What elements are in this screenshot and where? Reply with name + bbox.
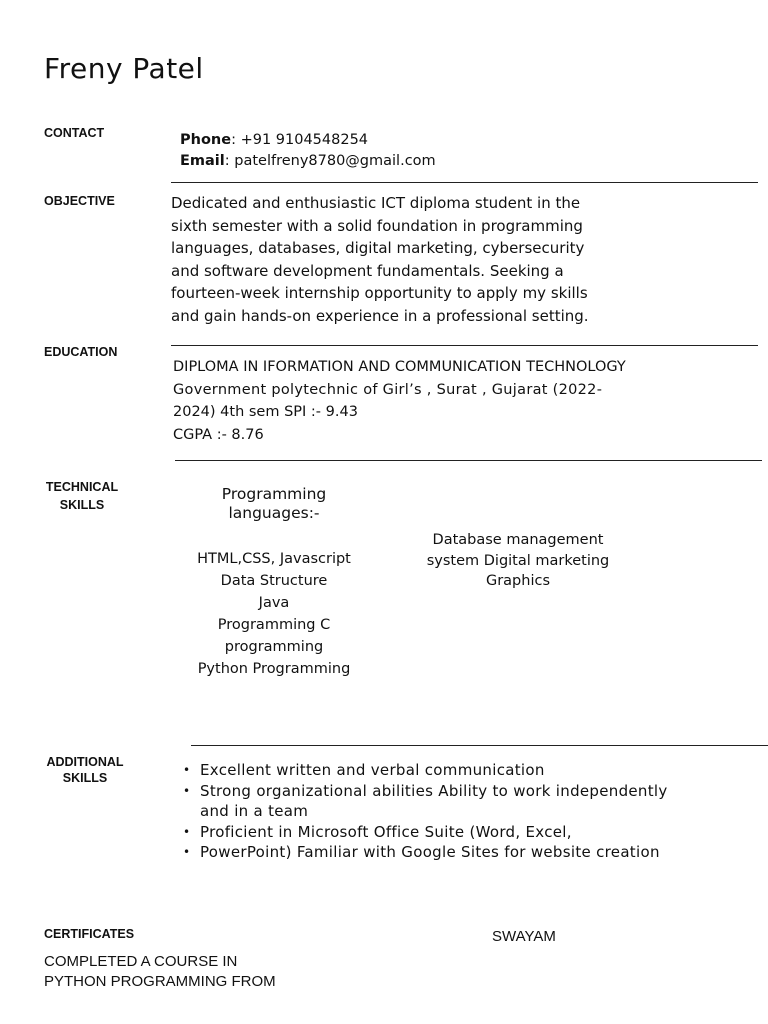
additional-skills-label-line1: ADDITIONAL — [46, 755, 124, 769]
skill-item: Java — [258, 595, 290, 611]
email-line — [180, 151, 436, 172]
objective-line: and software development fundamentals. Seeking a — [171, 261, 564, 280]
phone-label: Phone — [180, 132, 232, 148]
programming-languages-list — [174, 548, 374, 680]
phone-line — [180, 130, 368, 151]
list-item: • Excellent written and verbal communication — [183, 761, 545, 779]
education-line: DIPLOMA IN IFORMATION AND COMMUNICATION TECHNOLOGY — [173, 359, 626, 375]
skill-item: system Digital marketing — [426, 552, 610, 569]
skill-item: Python Programming — [197, 661, 351, 677]
heading-line1: Programming — [221, 485, 327, 503]
technical-skills-label-line2: SKILLS — [59, 498, 105, 512]
certificate-text — [44, 952, 276, 992]
education-line: 2024) 4th sem SPI :- 9.43 — [173, 404, 358, 420]
skill-item: Data Structure — [220, 573, 328, 589]
certificates-section-label: CERTIFICATES — [44, 927, 135, 941]
contact-section-label: CONTACT — [44, 126, 105, 140]
objective-text — [171, 192, 589, 327]
skill-item: programming — [224, 639, 324, 655]
certificate-line: COMPLETED A COURSE IN — [44, 953, 238, 970]
skill-item: Graphics — [485, 573, 551, 589]
divider-technical — [191, 745, 768, 746]
list-item: and in a team — [200, 802, 309, 820]
list-item: • Proficient in Microsoft Office Suite (Word, Excel, — [183, 822, 572, 841]
certificate-issuer: SWAYAM — [492, 928, 556, 945]
additional-skills-list — [174, 760, 754, 863]
technical-skills-section-label — [40, 478, 124, 514]
bullet-icon: • — [183, 763, 191, 777]
objective-line: fourteen-week internship opportunity to apply my skills — [171, 284, 588, 302]
list-item: • PowerPoint) Familiar with Google Sites for website creation — [183, 843, 660, 861]
certificate-line: PYTHON PROGRAMMING FROM — [44, 973, 276, 990]
other-skills-list — [408, 530, 628, 592]
divider-contact — [171, 182, 758, 183]
phone-value: : +91 9104548254 — [231, 132, 369, 148]
education-text — [173, 356, 626, 446]
education-section-label: EDUCATION — [44, 345, 118, 359]
bullet-icon: • — [183, 845, 191, 859]
programming-languages-heading — [174, 485, 374, 522]
objective-line: Dedicated and enthusiastic ICT diploma student in the — [171, 194, 581, 212]
skill-item: Database management — [432, 532, 604, 548]
candidate-name: Freny Patel — [44, 52, 204, 85]
list-item: • Strong organizational abilities Ability to work independently — [183, 781, 668, 800]
divider-objective — [171, 345, 758, 346]
education-line: Government polytechnic of Girl’s , Surat , Gujarat (2022- — [173, 381, 603, 398]
bullet-icon: • — [183, 783, 191, 798]
bullet-icon: • — [183, 824, 191, 839]
additional-skills-section-label — [40, 754, 130, 786]
divider-education — [175, 460, 762, 461]
email-value: : patelfreny8780@gmail.com — [224, 153, 436, 169]
email-label: Email — [180, 153, 225, 169]
objective-line: languages, databases, digital marketing, cybersecurity — [171, 239, 585, 257]
skill-item: Programming C — [217, 617, 331, 633]
education-line: CGPA :- 8.76 — [173, 426, 264, 443]
additional-skills-label-line2: SKILLS — [62, 771, 108, 785]
heading-line2: languages:- — [228, 503, 320, 522]
objective-line: sixth semester with a solid foundation in programming — [171, 216, 583, 235]
skill-item: HTML,CSS, Javascript — [197, 551, 351, 567]
technical-skills-label-line1: TECHNICAL — [45, 480, 119, 494]
objective-section-label: OBJECTIVE — [44, 194, 115, 208]
objective-line: and gain hands-on experience in a professional setting. — [171, 306, 589, 325]
